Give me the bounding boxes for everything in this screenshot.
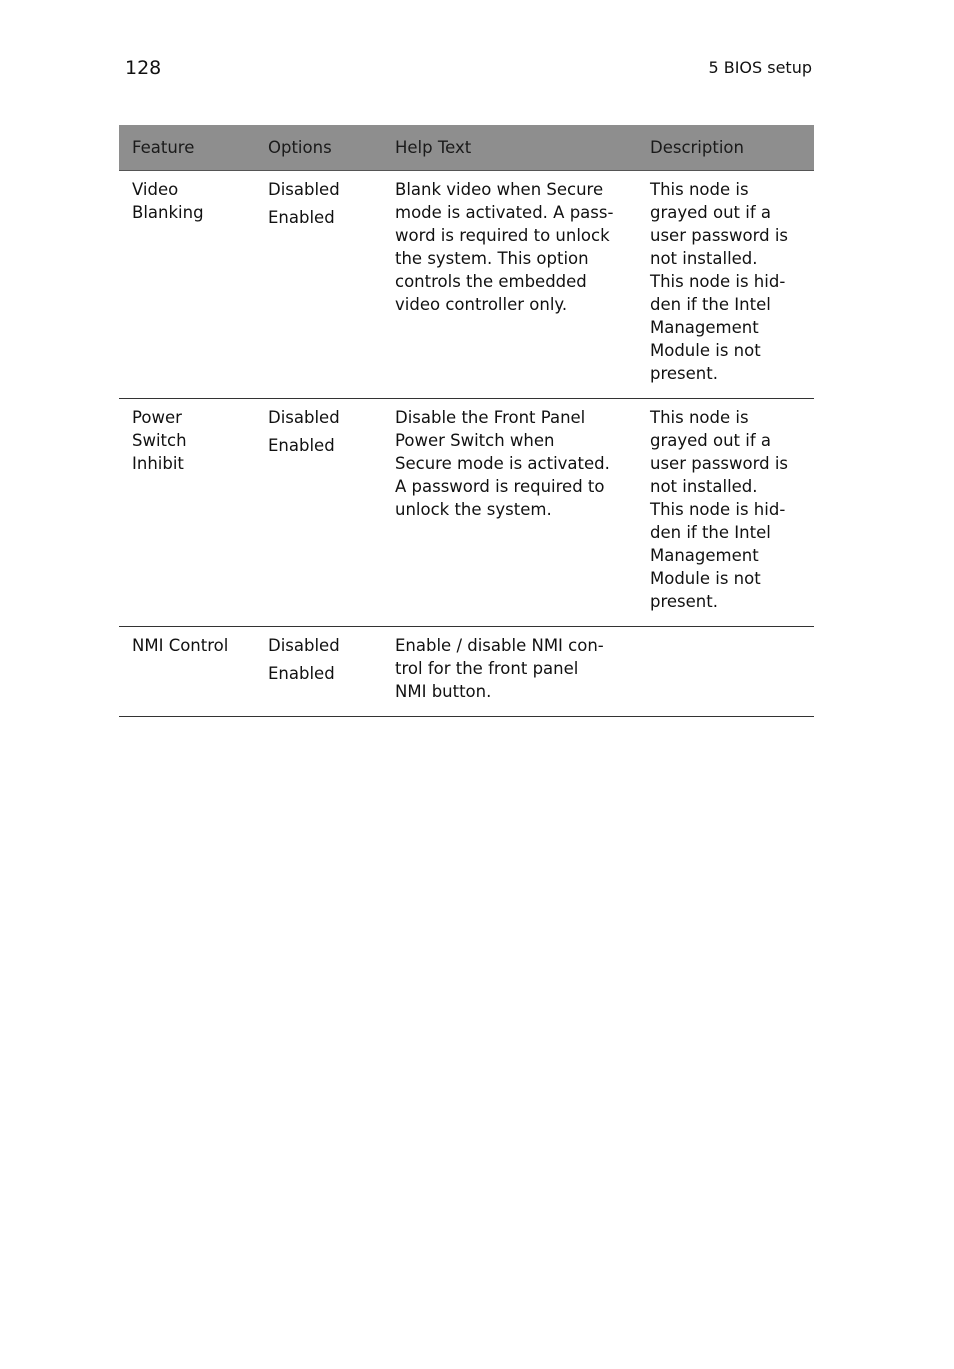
help-text-line: the system. This option bbox=[395, 249, 589, 268]
description-line: not installed. bbox=[650, 249, 758, 268]
description-cell bbox=[637, 627, 814, 717]
option-value: Disabled bbox=[268, 408, 340, 427]
feature-cell bbox=[119, 627, 255, 717]
column-header-feature: Feature bbox=[119, 125, 255, 171]
description-line: present. bbox=[650, 364, 718, 383]
column-header-options: Options bbox=[255, 125, 382, 171]
feature-text: Video bbox=[132, 180, 179, 199]
help-text-line: word is required to unlock bbox=[395, 226, 610, 245]
help-text-line: NMI button. bbox=[395, 682, 492, 701]
help-text-line: mode is activated. A pass- bbox=[395, 203, 614, 222]
description-line: Module is not bbox=[650, 569, 761, 588]
help-text-line: Power Switch when bbox=[395, 431, 555, 450]
option-value: Enabled bbox=[268, 208, 335, 227]
description-line: grayed out if a bbox=[650, 431, 772, 450]
table-row bbox=[119, 627, 814, 717]
description-cell bbox=[637, 399, 814, 627]
description-line: Module is not bbox=[650, 341, 761, 360]
feature-text: Inhibit bbox=[132, 454, 184, 473]
description-line: This node is hid- bbox=[650, 500, 786, 519]
description-line: present. bbox=[650, 592, 718, 611]
table-header-row bbox=[119, 125, 814, 171]
description-line: user password is bbox=[650, 454, 788, 473]
description-line: grayed out if a bbox=[650, 203, 772, 222]
feature-cell bbox=[119, 171, 255, 399]
help-text-line: Blank video when Secure bbox=[395, 180, 604, 199]
feature-cell bbox=[119, 399, 255, 627]
feature-text: NMI Control bbox=[132, 636, 229, 655]
description-cell bbox=[637, 171, 814, 399]
option-value: Disabled bbox=[268, 180, 340, 199]
description-line: den if the Intel bbox=[650, 523, 771, 542]
description-line: This node is hid- bbox=[650, 272, 786, 291]
description-line: user password is bbox=[650, 226, 788, 245]
column-header-description: Description bbox=[637, 125, 814, 171]
feature-text: Power bbox=[132, 408, 182, 427]
description-line: den if the Intel bbox=[650, 295, 771, 314]
help-text-line: Disable the Front Panel bbox=[395, 408, 586, 427]
options-cell bbox=[255, 399, 382, 627]
description-line: Management bbox=[650, 318, 759, 337]
description-line: This node is bbox=[650, 180, 749, 199]
page-number: 128 bbox=[125, 57, 162, 79]
description-line: Management bbox=[650, 546, 759, 565]
chapter-title: 5 BIOS setup bbox=[708, 58, 812, 77]
help-text-line: controls the embedded bbox=[395, 272, 587, 291]
help-text-line: Enable / disable NMI con- bbox=[395, 636, 604, 655]
description-line: not installed. bbox=[650, 477, 758, 496]
options-cell bbox=[255, 627, 382, 717]
help-text-cell bbox=[382, 171, 637, 399]
option-value: Enabled bbox=[268, 664, 335, 683]
help-text-cell bbox=[382, 627, 637, 717]
feature-text: Blanking bbox=[132, 203, 204, 222]
help-text-line: unlock the system. bbox=[395, 500, 552, 519]
help-text-line: Secure mode is activated. bbox=[395, 454, 610, 473]
description-line: This node is bbox=[650, 408, 749, 427]
help-text-line: video controller only. bbox=[395, 295, 568, 314]
options-cell bbox=[255, 171, 382, 399]
option-value: Enabled bbox=[268, 436, 335, 455]
option-value: Disabled bbox=[268, 636, 340, 655]
column-header-help-text: Help Text bbox=[382, 125, 637, 171]
table-row bbox=[119, 399, 814, 627]
help-text-line: A password is required to bbox=[395, 477, 605, 496]
feature-text: Switch bbox=[132, 431, 187, 450]
bios-settings-table bbox=[119, 125, 814, 717]
help-text-cell bbox=[382, 399, 637, 627]
help-text-line: trol for the front panel bbox=[395, 659, 579, 678]
table-row bbox=[119, 171, 814, 399]
